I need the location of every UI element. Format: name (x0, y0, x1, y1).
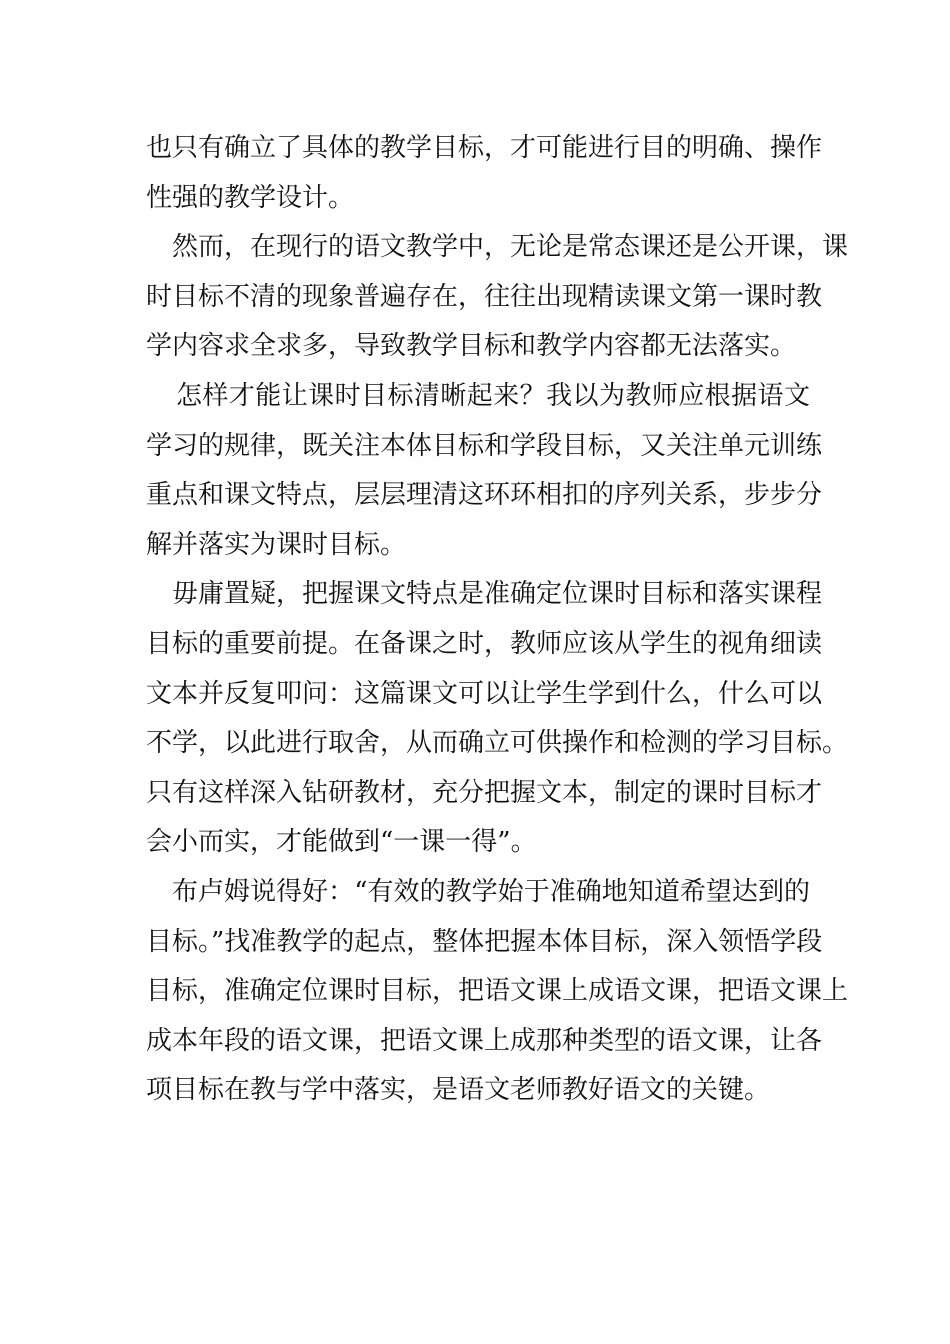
text-line: 重点和课文特点，层层理清这环环相扣的序列关系，步步分 (146, 480, 823, 511)
paragraph-1 (146, 124, 823, 223)
text-line: 目标，准确定位课时目标，把语文课上成语文课，把语文课上 (146, 976, 849, 1007)
text-line: 然而，在现行的语文教学中，无论是常态课还是公开课，课 (172, 232, 849, 263)
text-line: 怎样才能让课时目标清晰起来？我以为教师应根据语文 (176, 380, 810, 411)
text-line: 会小而实，才能做到“一课一得”。 (146, 827, 537, 858)
text-line: 成本年段的语文课，把语文课上成那种类型的语文课，让各 (146, 1025, 823, 1056)
text-line: 学内容求全求多，导致教学目标和教学内容都无法落实。 (146, 331, 797, 362)
paragraph-5 (146, 868, 849, 1116)
paragraph-2 (146, 223, 849, 372)
text-line: 目标。”找准教学的起点，整体把握本体目标，深入领悟学段 (146, 926, 823, 957)
document-body (146, 124, 849, 1116)
text-line: 也只有确立了具体的教学目标，才可能进行目的明确、操作 (146, 133, 823, 163)
text-line: 性强的教学设计。 (146, 182, 355, 213)
paragraph-4 (146, 570, 849, 868)
text-line: 文本并反复叩问：这篇课文可以让学生学到什么，什么可以 (146, 678, 823, 709)
text-line: 不学，以此进行取舍，从而确立可供操作和检测的学习目标。 (146, 728, 849, 759)
text-line: 解并落实为课时目标。 (146, 529, 407, 560)
text-line: 只有这样深入钻研教材，充分把握文本，制定的课时目标才 (146, 777, 823, 808)
text-line: 项目标在教与学中落实，是语文老师教好语文的关键。 (146, 1075, 771, 1106)
paragraph-3 (146, 372, 823, 570)
text-line: 时目标不清的现象普遍存在，往往出现精读课文第一课时教 (146, 281, 823, 312)
text-line: 毋庸置疑，把握课文特点是准确定位课时目标和落实课程 (172, 579, 823, 610)
text-line: 目标的重要前提。在备课之时，教师应该从学生的视角细读 (146, 628, 823, 659)
text-line: 学习的规律，既关注本体目标和学段目标，又关注单元训练 (146, 430, 823, 461)
text-line: 布卢姆说得好：“有效的教学始于准确地知道希望达到的 (172, 876, 810, 907)
